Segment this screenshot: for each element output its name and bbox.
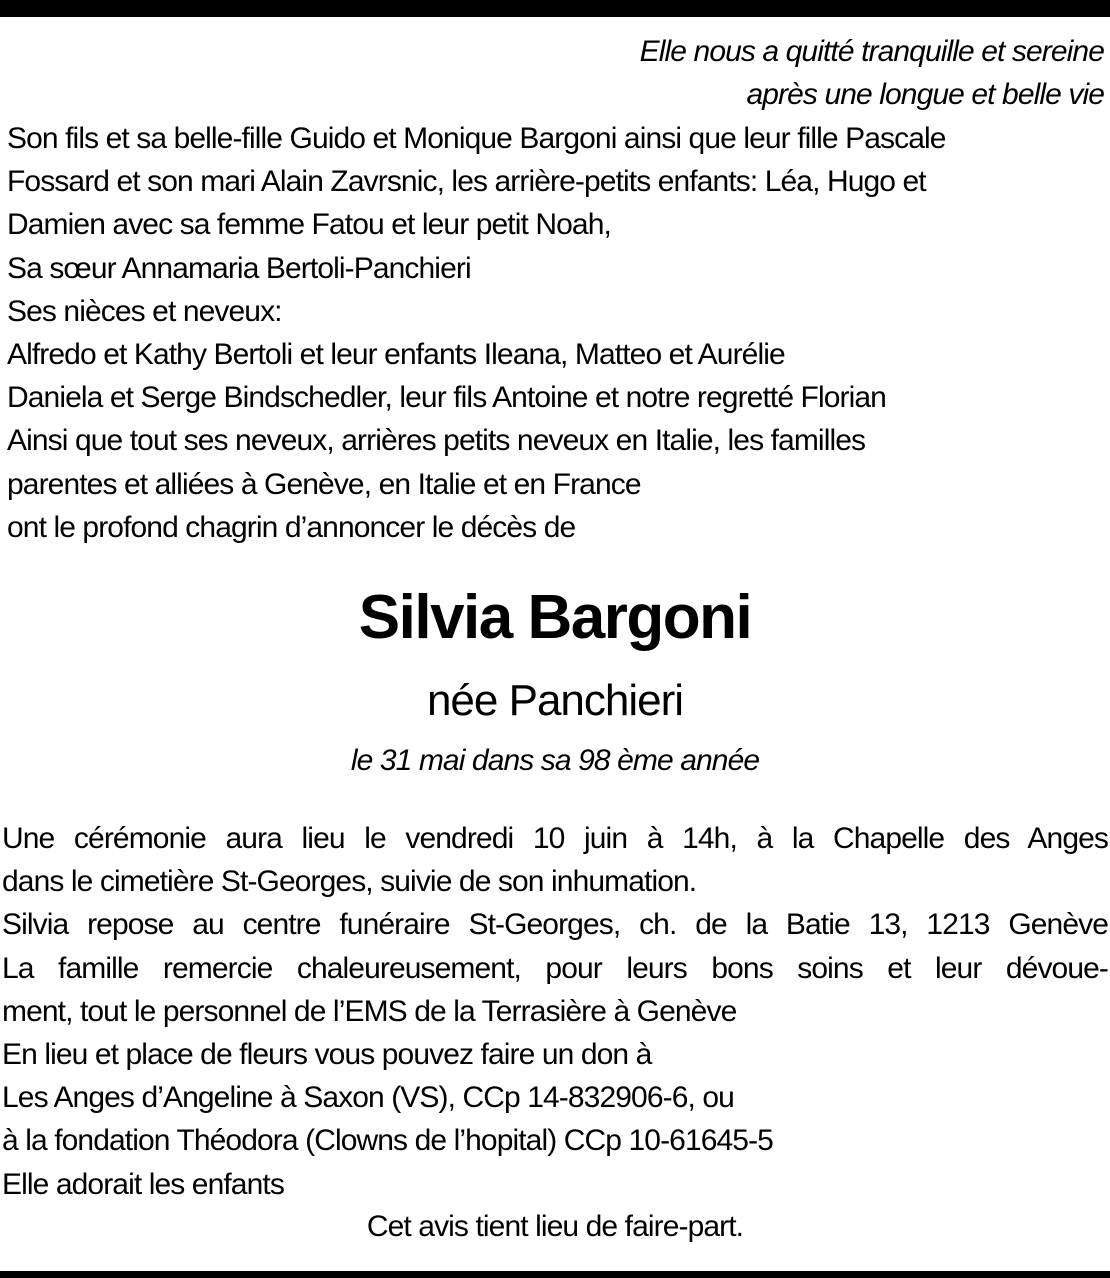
family-line: Alfredo et Kathy Bertoli et leur enfants Ileana, Matteo et Aurélie <box>7 338 785 372</box>
ceremony-line: Silvia repose au centre funéraire St-Georges, ch. de la Batie 13, 1213 Genève <box>2 908 1108 942</box>
ceremony-line: dans le cimetière St-Georges, suivie de son inhumation. <box>2 865 697 899</box>
family-line: Son fils et sa belle-fille Guido et Monique Bargoni ainsi que leur fille Pascale <box>7 122 946 155</box>
ceremony-line: ment, tout le personnel de l’EMS de la Terrasière à Genève <box>2 994 737 1028</box>
epigraph-line: Elle nous a quitté tranquille et sereine <box>639 35 1104 68</box>
epigraph <box>640 30 1104 116</box>
closing-note: Cet avis tient lieu de faire-part. <box>366 1210 744 1243</box>
family-line: Sa sœur Annamaria Bertoli-Panchieri <box>7 251 471 285</box>
ceremony-line: En lieu et place de fleurs vous pouvez faire un don à <box>2 1038 652 1072</box>
family-announcement <box>7 117 1107 549</box>
ceremony-line: Une cérémonie aura lieu le vendredi 10 juin à 14h, à la Chapelle des Anges <box>2 822 1108 855</box>
death-date: le 31 mai dans sa 98 ème année <box>350 744 760 777</box>
ceremony-line: Elle adorait les enfants <box>2 1167 284 1201</box>
family-line: Daniela et Serge Bindschedler, leur fils Antoine et notre regretté Florian <box>7 381 886 415</box>
family-line: Fossard et son mari Alain Zavrsnic, les arrière-petits enfants: Léa, Hugo et <box>7 165 926 199</box>
family-line: Damien avec sa femme Fatou et leur petit Noah, <box>7 208 611 242</box>
family-line: ont le profond chagrin d’annoncer le décès de <box>7 510 576 544</box>
family-line: parentes et alliées à Genève, en Italie et en France <box>7 467 641 501</box>
deceased-name: Silvia Bargoni <box>358 583 752 652</box>
ceremony-line: Les Anges d’Angeline à Saxon (VS), CCp 14-832906-6, ou <box>2 1081 734 1115</box>
bottom-border <box>0 1271 1110 1278</box>
ceremony-line: La famille remercie chaleureusement, pour leurs bons soins et leur dévoue- <box>2 951 1108 985</box>
maiden-name: née Panchieri <box>426 676 684 725</box>
family-line: Ainsi que tout ses neveux, arrières petits neveux en Italie, les familles <box>7 424 866 458</box>
family-line: Ses nièces et neveux: <box>7 294 282 328</box>
ceremony-details <box>2 817 1108 1206</box>
ceremony-line: à la fondation Théodora (Clowns de l’hopital) CCp 10-61645-5 <box>2 1124 773 1158</box>
epigraph-line: après une longue et belle vie <box>746 78 1104 111</box>
